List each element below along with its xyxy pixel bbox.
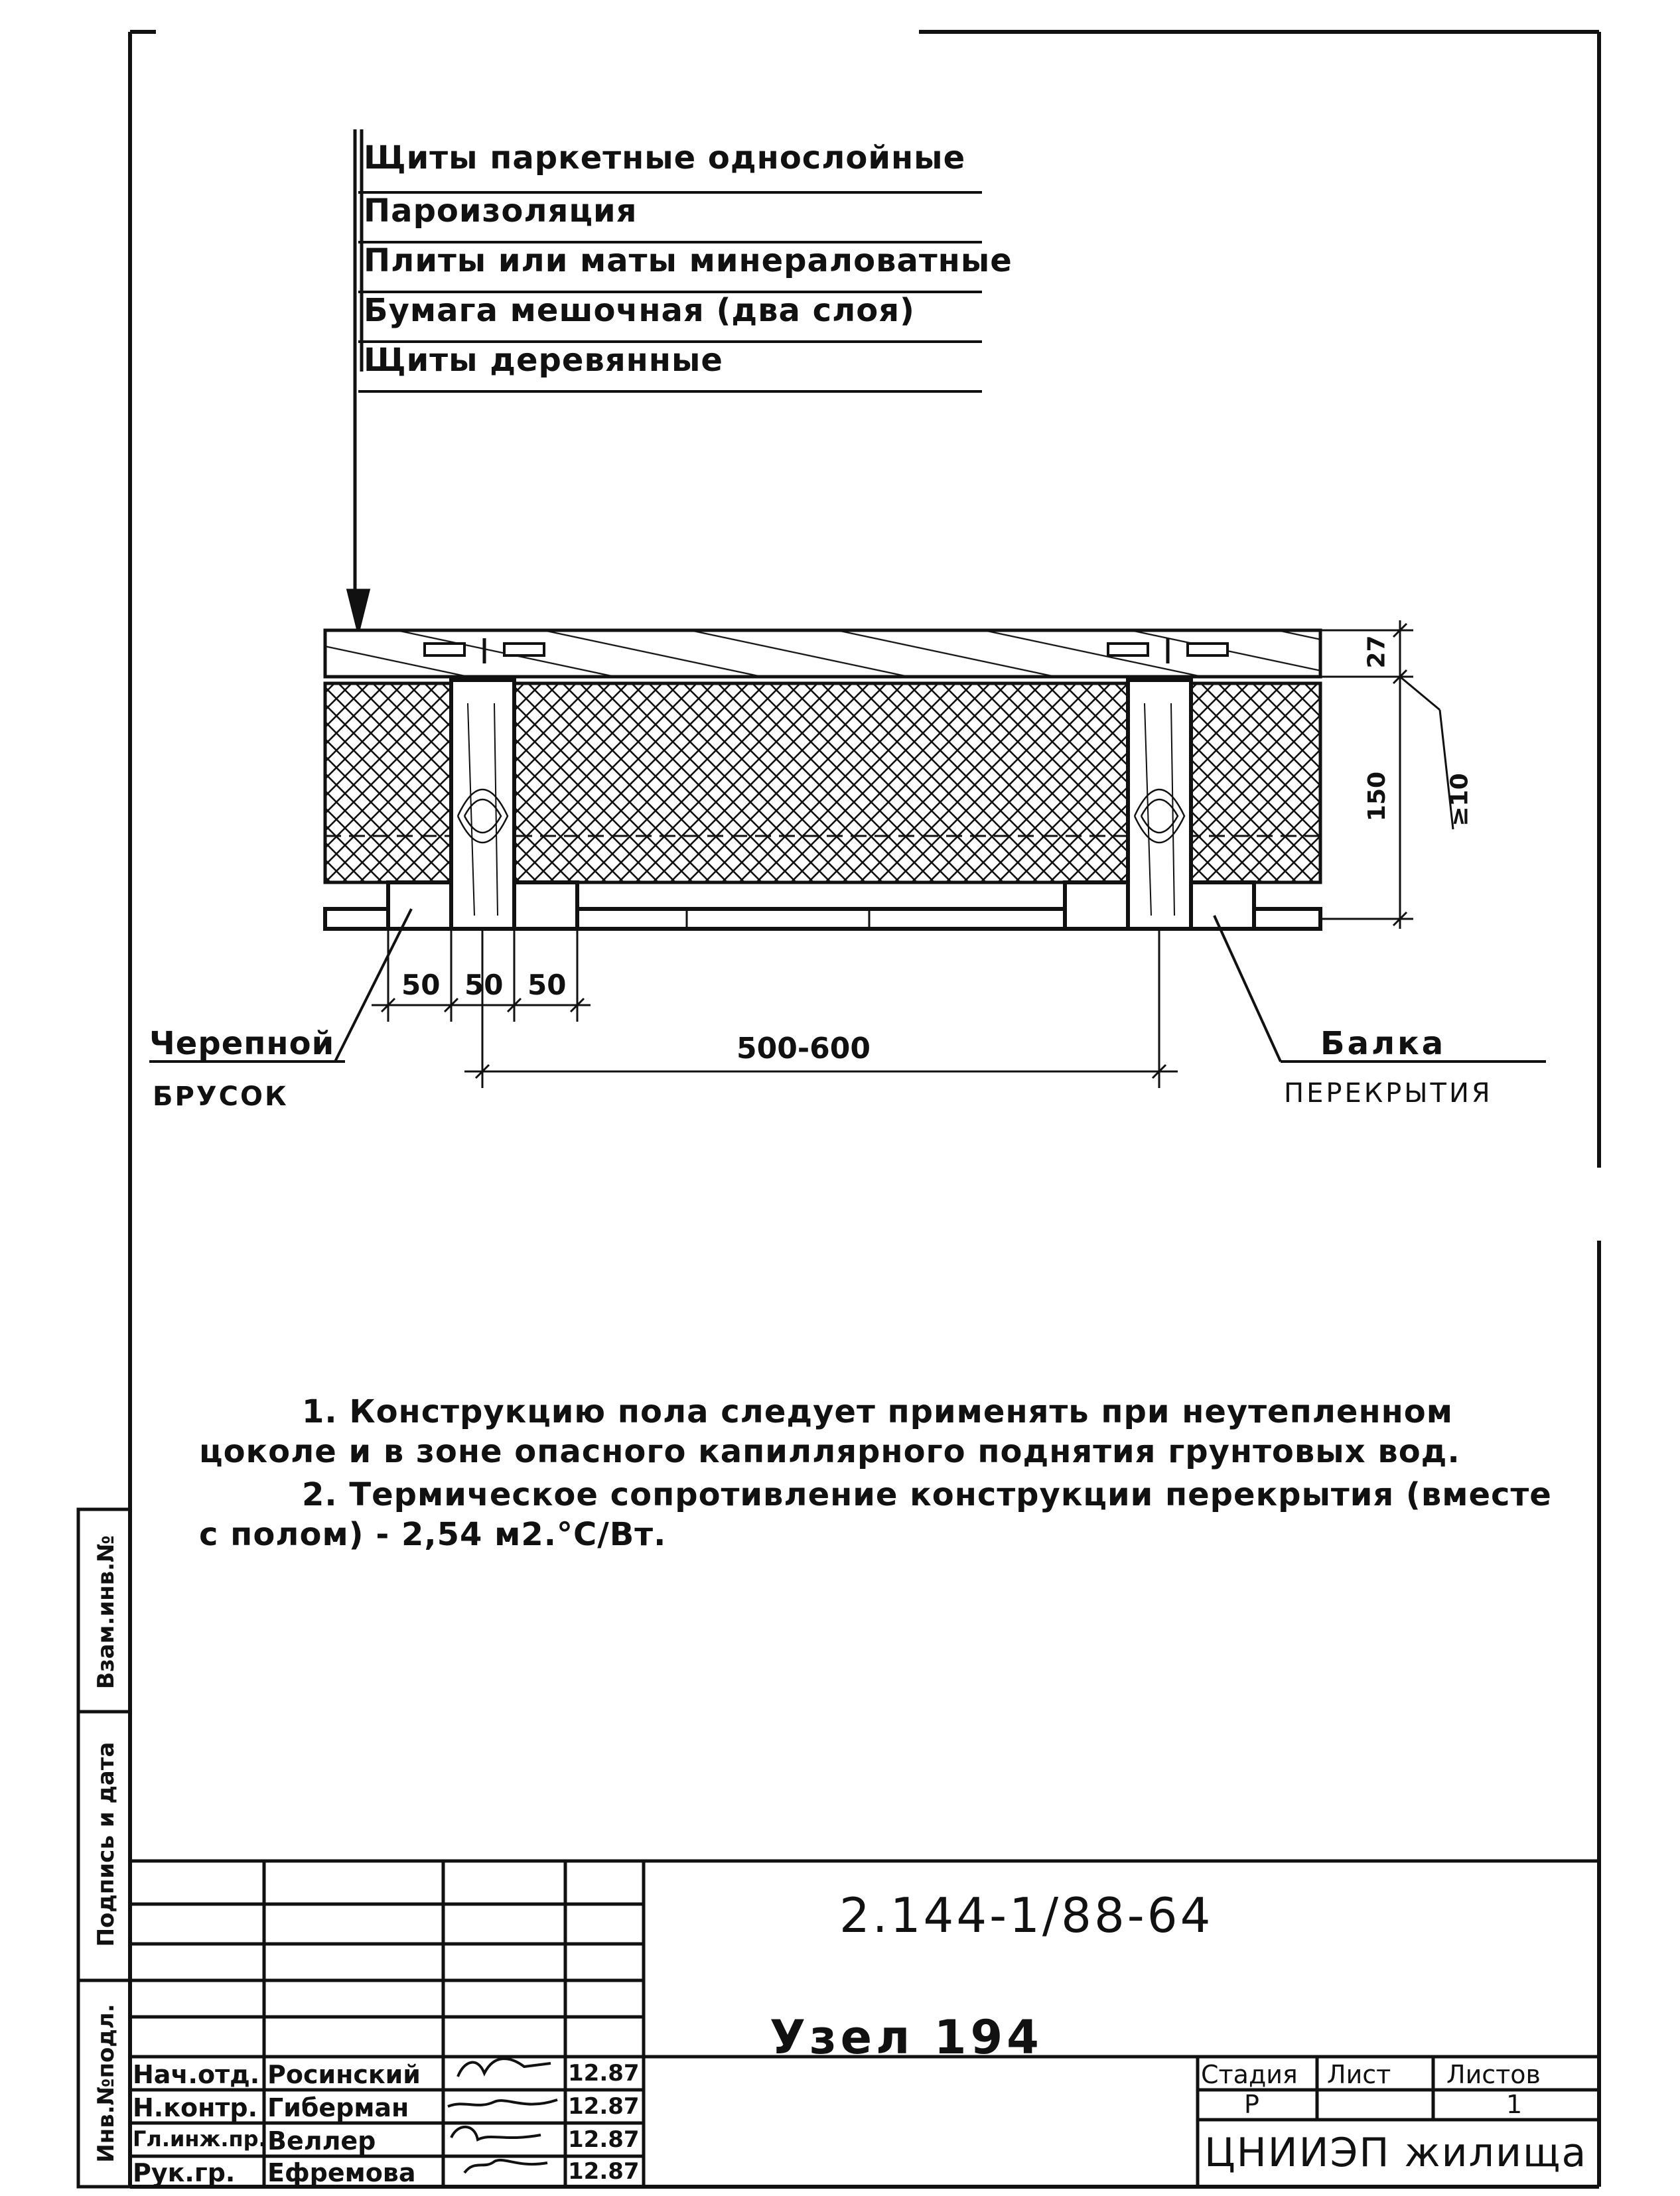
dimension-beam-width: 50	[464, 969, 504, 1001]
staff-date-1: 12.87	[568, 2060, 640, 2087]
stamp-replaces-inv: Взам.инв.№	[93, 1535, 119, 1689]
note-1-line-1: 1. Конструкцию пола следует применять при неутепленном	[302, 1393, 1453, 1430]
document-code: 2.144-1/88-64	[839, 1887, 1214, 1943]
staff-date-2: 12.87	[568, 2093, 640, 2120]
staff-date-3: 12.87	[568, 2126, 640, 2153]
sheet-header: Лист	[1327, 2060, 1391, 2089]
staff-name-2: Гиберман	[267, 2093, 409, 2122]
stage-header: Стадия	[1201, 2060, 1298, 2089]
dimension-beam-spacing: 500-600	[736, 1032, 871, 1065]
stage-value: Р	[1244, 2090, 1259, 2119]
staff-role-4: Рук.гр.	[133, 2158, 236, 2187]
dimension-cranial-bar-2: 50	[527, 969, 567, 1001]
legend-parquet-boards: Щиты паркетные однослойные	[364, 139, 966, 176]
legend-kraft-paper: Бумага мешочная (два слоя)	[364, 292, 915, 329]
dimension-insulation-height: 150	[1364, 771, 1391, 822]
callout-floor-beam: Балка	[1320, 1025, 1446, 1062]
dimension-floor-thickness: 27	[1363, 635, 1391, 669]
staff-role-3: Гл.инж.пр.	[133, 2126, 267, 2152]
note-1-line-2: цоколе и в зоне опасного капиллярного поднятия грунтовых вод.	[199, 1433, 1460, 1470]
staff-role-2: Н.контр.	[133, 2093, 258, 2122]
floor-beam-right	[1128, 680, 1191, 929]
sheet-frame	[130, 32, 1599, 2187]
staff-name-1: Росинский	[267, 2060, 421, 2089]
dimension-gap: ≥10	[1446, 773, 1474, 827]
organization-name: ЦНИИЭП жилища	[1204, 2130, 1588, 2176]
legend-mineral-wool: Плиты или маты минераловатные	[364, 242, 1013, 279]
drawing-title: Узел 194	[770, 2010, 1043, 2065]
parquet-board	[325, 630, 1320, 677]
stamp-inv-no: Инв.№подл.	[93, 2004, 119, 2163]
callout-cranial-bar: Черепной	[149, 1025, 335, 1062]
dimension-cranial-bar-1: 50	[401, 969, 441, 1001]
stamp-signature-date: Подпись и дата	[93, 1742, 119, 1947]
staff-role-1: Нач.отд.	[133, 2060, 260, 2089]
callout-floor-beam-2: ПЕРЕКРЫТИЯ	[1284, 1078, 1493, 1109]
staff-name-4: Ефремова	[267, 2158, 416, 2187]
note-2-line-1: 2. Термическое сопротивление конструкции перекрытия (вместе	[302, 1476, 1552, 1513]
sheets-value: 1	[1506, 2090, 1523, 2119]
legend-wood-panels: Щиты деревянные	[364, 342, 723, 379]
staff-name-3: Веллер	[267, 2126, 376, 2156]
staff-date-4: 12.87	[568, 2158, 640, 2185]
floor-beam-left	[451, 680, 514, 929]
sheets-header: Листов	[1446, 2060, 1541, 2089]
legend-vapor-barrier: Пароизоляция	[364, 192, 638, 230]
note-2-line-2: с полом) - 2,54 м2.°С/Вт.	[199, 1516, 667, 1553]
callout-cranial-bar-2: БРУСОК	[153, 1081, 289, 1112]
